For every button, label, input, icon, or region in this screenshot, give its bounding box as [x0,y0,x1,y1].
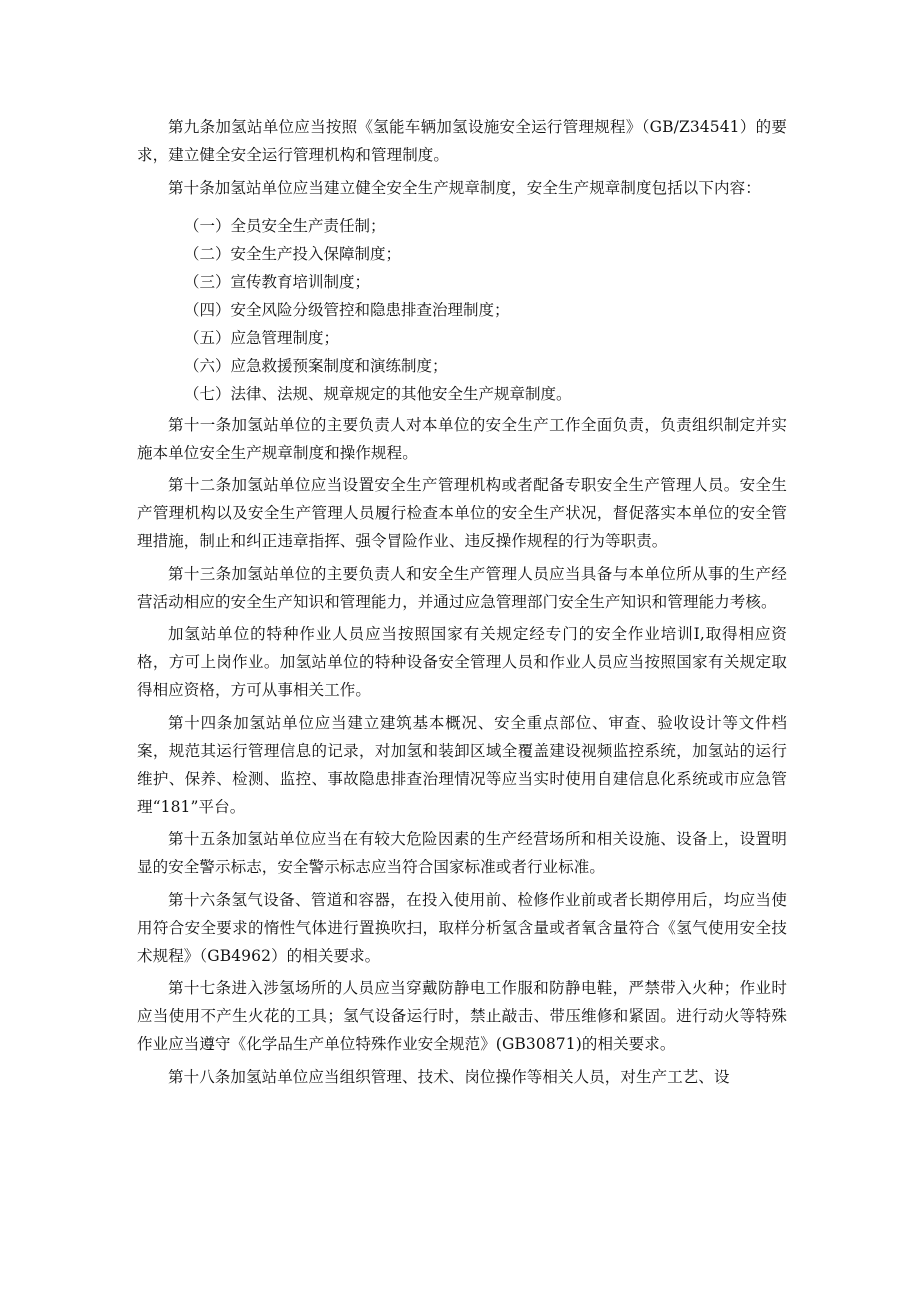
document-body [137,113,787,1095]
article-12-paragraph: 第十二条加氢站单位应当设置安全生产管理机构或者配备专职安全生产管理人员。安全生产管理机构以及安全生产管理人员履行检查本单位的安全生产状况，督促落实本单位的安全管理措施，制止和纠正违章指挥、强令冒险作业、违反操作规程的行为等职责。 [137,476,787,550]
article-13-paragraph: 第十三条加氢站单位的主要负责人和安全生产管理人员应当具备与本单位所从事的生产经营活动相应的安全生产知识和管理能力，并通过应急管理部门安全生产知识和管理能力考核。 [137,564,787,611]
article-10-paragraph: 第十条加氢站单位应当建立健全安全生产规章制度，安全生产规章制度包括以下内容： [168,178,761,197]
regulation-list [137,212,787,408]
list-item: （三）宣传教育培训制度； [184,272,371,291]
article-18-paragraph: 第十八条加氢站单位应当组织管理、技术、岗位操作等相关人员，对生产工艺、设 [168,1067,730,1086]
article-11-paragraph: 第十一条加氢站单位的主要负责人对本单位的安全生产工作全面负责，负责组织制定并实施本单位安全生产规章制度和操作规程。 [137,415,787,462]
list-item: （六）应急救援预案制度和演练制度； [184,356,448,375]
article-13-sub-paragraph: 加氢站单位的特种作业人员应当按照国家有关规定经专门的安全作业培训I,取得相应资格，方可上岗作业。加氢站单位的特种设备安全管理人员和作业人员应当按照国家有关规定取得相应资格，方可从事相关工作。 [137,625,787,699]
list-item: （七）法律、法规、规章规定的其他安全生产规章制度。 [184,384,572,403]
article-9-paragraph: 第九条加氢站单位应当按照《氢能车辆加氢设施安全运行管理规程》（GB/Z34541）的要求，建立健全安全运行管理机构和管理制度。 [137,118,787,164]
article-15-paragraph: 第十五条加氢站单位应当在有较大危险因素的生产经营场所和相关设施、设备上，设置明显的安全警示标志，安全警示标志应当符合国家标准或者行业标准。 [137,830,787,876]
list-item: （四）安全风险分级管控和隐患排查治理制度； [184,300,510,319]
list-item: （五）应急管理制度； [184,328,340,347]
list-item: （一）全员安全生产责任制； [184,216,386,235]
list-item: （二）安全生产投入保障制度； [184,244,402,263]
article-14-paragraph: 第十四条加氢站单位应当建立建筑基本概况、安全重点部位、审查、验收设计等文件档案，规范其运行管理信息的记录，对加氢和装卸区域全覆盖建设视频监控系统，加氢站的运行维护、保养、检测、监控、事故隐患排查治理情况等应当实时使用自建信息化系统或市应急管理“181”平台。 [137,713,787,816]
article-16-paragraph: 第十六条氢气设备、管道和容器，在投入使用前、检修作业前或者长期停用后，均应当使用符合安全要求的惰性气体进行置换吹扫，取样分析氢含量或者氧含量符合《氢气使用安全技术规程》（GB4962）的相关要求。 [137,890,787,965]
article-17-paragraph: 第十七条进入涉氢场所的人员应当穿戴防静电工作服和防静电鞋，严禁带入火种；作业时应当使用不产生火花的工具；氢气设备运行时，禁止敲击、带压维修和紧固。进行动火等特殊作业应当遵守《化学品生产单位特殊作业安全规范》(GB30871)的相关要求。 [137,979,787,1053]
